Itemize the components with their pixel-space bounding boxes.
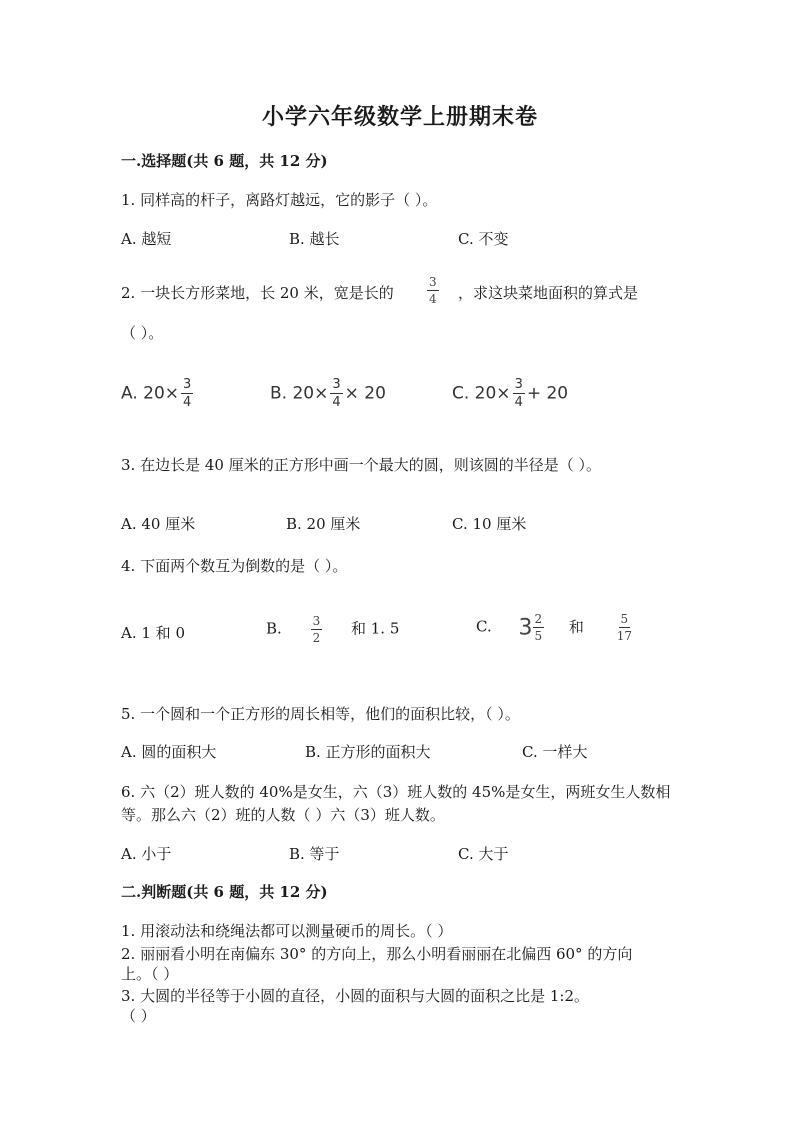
question-5-text: 5. 一个圆和一个正方形的周长相等，他们的面积比较，（ ）。 xyxy=(121,705,520,723)
page-title: 小学六年级数学上册期末卷 xyxy=(261,104,538,130)
q4-b-tail: 和 1. 5 xyxy=(351,619,400,638)
q2-c-label: C. 20× xyxy=(452,383,511,404)
q4-c-label: C. xyxy=(476,617,492,636)
q2-a-den: 4 xyxy=(183,395,192,410)
q2-frac-denominator: 4 xyxy=(429,292,437,306)
question-6-line2: 等。那么六（2）班的人数（ ）六（3）班人数。 xyxy=(121,806,445,824)
q2-c-num: 3 xyxy=(514,377,523,392)
q3-option-b: B. 20 厘米 xyxy=(286,515,361,533)
q1-option-b: B. 越长 xyxy=(289,230,340,248)
q4-option-b xyxy=(266,615,399,644)
q4-option-c xyxy=(476,613,636,642)
section-heading-judgment: 二.判断题(共 6 题，共 12 分) xyxy=(121,883,328,901)
q5-option-b: B. 正方形的面积大 xyxy=(305,743,431,761)
q2-c-den: 4 xyxy=(514,395,523,410)
q2-option-b xyxy=(270,378,386,409)
q2-b-den: 4 xyxy=(332,395,341,410)
q4-b-label: B. xyxy=(266,619,282,638)
q2-a-label: A. 20× xyxy=(121,383,180,404)
q6-option-c: C. 大于 xyxy=(458,845,509,863)
q2-option-c xyxy=(452,378,568,409)
q2-a-num: 3 xyxy=(183,377,192,392)
q4-option-a: A. 1 和 0 xyxy=(121,624,185,642)
q3-option-c: C. 10 厘米 xyxy=(452,515,527,533)
q6-option-b: B. 等于 xyxy=(289,845,340,863)
q1-option-c: C. 不变 xyxy=(458,230,509,248)
judgment-3-line1: 3. 大圆的半径等于小圆的直径，小圆的面积与大圆的面积之比是 1:2。 xyxy=(121,987,589,1005)
q3-option-a: A. 40 厘米 xyxy=(121,515,196,533)
q4-c-num: 2 xyxy=(534,612,543,626)
judgment-2-line2: 上。（ ） xyxy=(121,965,179,983)
q4-c-int: 3 xyxy=(518,615,533,640)
question-3-text: 3. 在边长是 40 厘米的正方形中画一个最大的圆，则该圆的半径是（ ）。 xyxy=(121,456,601,474)
question-1-text: 1. 同样高的杆子，离路灯越远，它的影子（ ）。 xyxy=(121,191,438,209)
judgment-1: 1. 用滚动法和绕绳法都可以测量硬币的周长。（ ） xyxy=(121,922,453,940)
question-2-line2: （ ）。 xyxy=(121,324,164,342)
judgment-3-line2: （ ） xyxy=(121,1007,156,1025)
judgment-2-line1: 2. 丽丽看小明在南偏东 30° 的方向上，那么小明看丽丽在北偏西 60° 的方向 xyxy=(121,945,633,963)
q4-c-num2: 5 xyxy=(620,612,629,626)
q2-b-num: 3 xyxy=(332,377,341,392)
section-heading-choice: 一.选择题(共 6 题，共 12 分) xyxy=(121,152,328,170)
q5-option-c: C. 一样大 xyxy=(522,743,588,761)
q4-c-and: 和 xyxy=(568,617,584,636)
q4-c-den2: 17 xyxy=(616,629,632,643)
q2-b-tail: × 20 xyxy=(344,383,386,404)
q4-b-num: 3 xyxy=(312,614,321,628)
question-6-line1: 6. 六（2）班人数的 40%是女生，六（3）班人数的 45%是女生，两班女生人数相 xyxy=(121,783,671,801)
question-4-text: 4. 下面两个数互为倒数的是（ ）。 xyxy=(121,557,348,575)
q2-fraction xyxy=(425,276,441,305)
q2-option-a xyxy=(121,378,195,409)
q1-option-a: A. 越短 xyxy=(121,230,172,248)
q6-option-a: A. 小于 xyxy=(121,845,172,863)
q2-b-label: B. 20× xyxy=(270,383,329,404)
question-2-text-pre: 2. 一块长方形菜地，长 20 米，宽是长的 xyxy=(121,284,394,302)
q4-c-den: 5 xyxy=(534,629,543,643)
question-2-text-post: ，求这块菜地面积的算式是 xyxy=(458,284,639,302)
q5-option-a: A. 圆的面积大 xyxy=(121,743,217,761)
q2-c-tail: + 20 xyxy=(526,383,569,404)
q4-b-den: 2 xyxy=(312,631,321,645)
q2-frac-numerator: 3 xyxy=(429,275,437,289)
